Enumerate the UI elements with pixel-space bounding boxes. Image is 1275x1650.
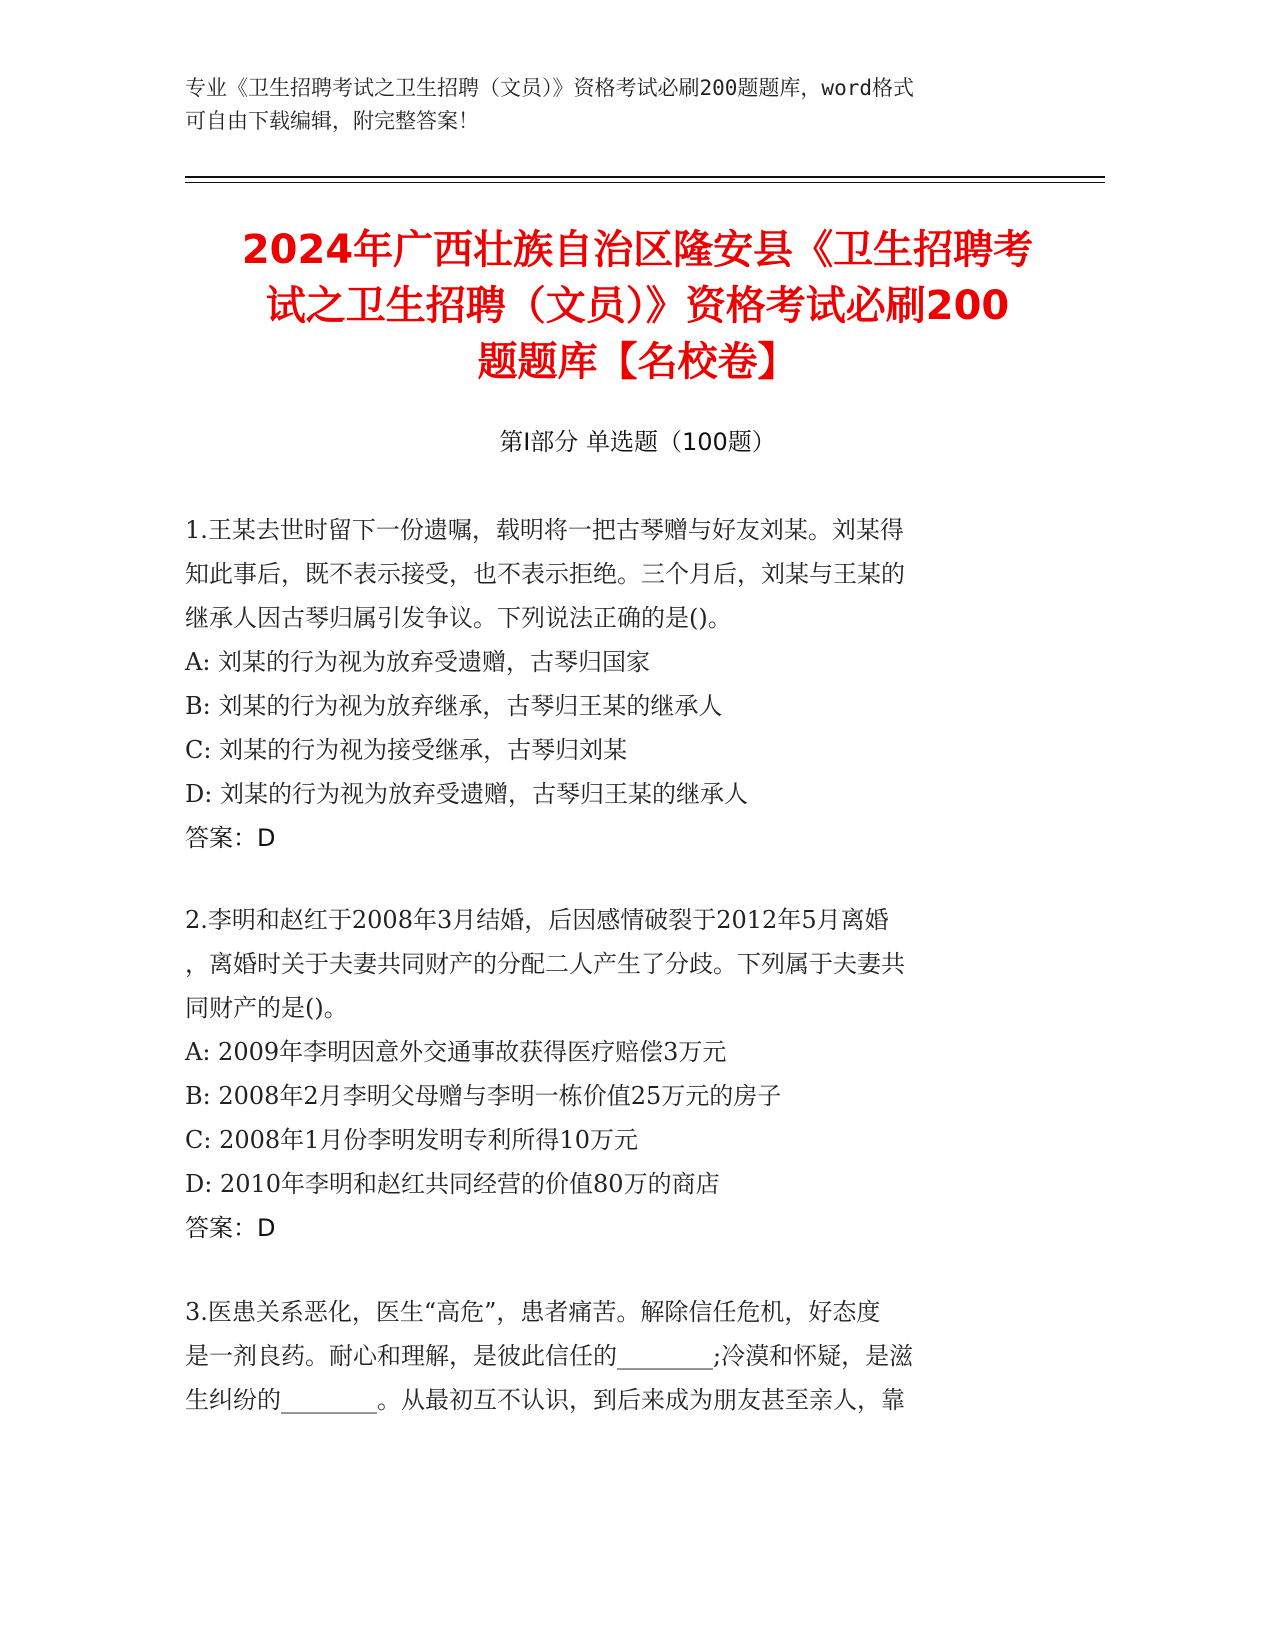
option-b: B: 2008年2月李明父母赠与李明一栋价值25万元的房子 — [185, 1082, 782, 1110]
option-c: C: 2008年1月份李明发明专利所得10万元 — [185, 1126, 638, 1154]
answer-line: 答案：D — [185, 824, 276, 852]
header-note — [185, 72, 1065, 138]
option-a: A: 2009年李明因意外交通事故获得医疗赔偿3万元 — [185, 1038, 727, 1066]
question-stem-line: 知此事后，既不表示接受，也不表示拒绝。三个月后，刘某与王某的 — [185, 560, 905, 588]
option-d: D: 2010年李明和赵红共同经营的价值80万的商店 — [185, 1170, 720, 1198]
question-stem-line: 生纠纷的________。从最初互不认识，到后来成为朋友甚至亲人，靠 — [185, 1386, 905, 1414]
question-stem-line: 1.王某去世时留下一份遗嘱，载明将一把古琴赠与好友刘某。刘某得 — [185, 516, 904, 544]
document-title — [150, 222, 1125, 390]
option-c: C: 刘某的行为视为接受继承，古琴归刘某 — [185, 736, 628, 764]
title-line: 题题库【名校卷】 — [477, 339, 798, 385]
question-stem-line: 继承人因古琴归属引发争议。下列说法正确的是()。 — [185, 604, 732, 632]
question-stem-line: 同财产的是()。 — [185, 994, 348, 1022]
question-1 — [185, 508, 1065, 860]
title-line: 2024年广西壮族自治区隆安县《卫生招聘考 — [241, 227, 1034, 273]
question-2 — [185, 898, 1065, 1250]
option-d: D: 刘某的行为视为放弃受遗赠，古琴归王某的继承人 — [185, 780, 748, 808]
question-stem-line: 2.李明和赵红于2008年3月结婚，后因感情破裂于2012年5月离婚 — [185, 906, 889, 934]
question-stem-line: 3.医患关系恶化，医生“高危”，患者痛苦。解除信任危机，好态度 — [185, 1298, 881, 1326]
header-note-line: 专业《卫生招聘考试之卫生招聘（文员）》资格考试必刷200题题库，word格式 — [185, 76, 914, 100]
option-b: B: 刘某的行为视为放弃继承，古琴归王某的继承人 — [185, 692, 723, 720]
header-divider-thick — [185, 176, 1105, 178]
question-stem-line: 是一剂良药。耐心和理解，是彼此信任的________;冷漠和怀疑，是滋 — [185, 1342, 914, 1370]
answer-line: 答案：D — [185, 1214, 276, 1242]
header-note-line: 可自由下载编辑，附完整答案！ — [185, 109, 479, 133]
section-heading: 第Ⅰ部分 单选题（100题） — [499, 428, 776, 456]
title-line: 试之卫生招聘（文员）》资格考试必刷200 — [265, 283, 1010, 329]
header-divider-thin — [185, 182, 1105, 183]
question-stem-line: ，离婚时关于夫妻共同财产的分配二人产生了分歧。下列属于夫妻共 — [185, 950, 905, 978]
question-3 — [185, 1290, 1065, 1422]
option-a: A: 刘某的行为视为放弃受遗赠，古琴归国家 — [185, 648, 651, 676]
